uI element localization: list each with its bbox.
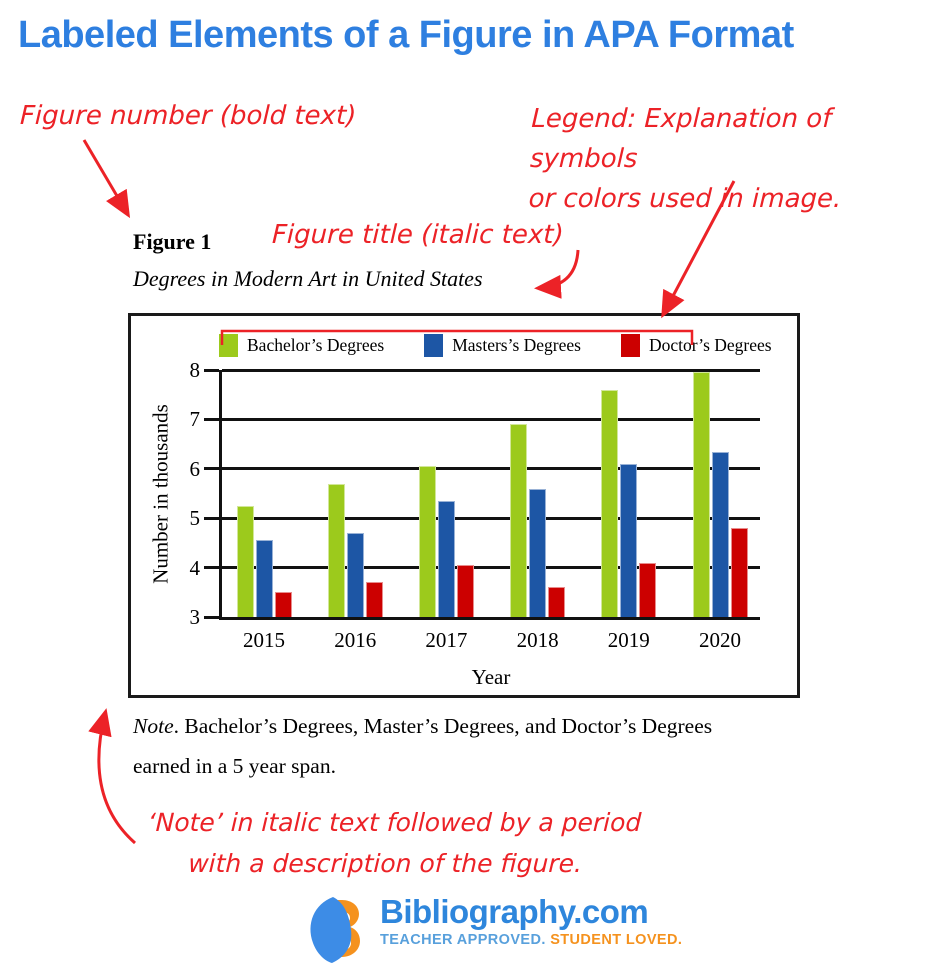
logo-wordmark: Bibliography.com [380, 893, 649, 930]
bar-group-2015 [237, 506, 292, 617]
figure-title: Degrees in Modern Art in United States [133, 266, 483, 291]
bar-group-2020 [693, 372, 748, 617]
x-tick-label-2018: 2018 [516, 628, 559, 652]
x-axis-title: Year [471, 665, 511, 689]
bar-2015-doctor-s-degrees [275, 592, 292, 617]
x-tick-label-2016: 2016 [334, 628, 377, 652]
logo-tagline: TEACHER APPROVED. STUDENT LOVED. [380, 932, 683, 948]
bar-2018-doctor-s-degrees [548, 587, 565, 617]
arrow-figure-title [540, 250, 578, 288]
note-rest: . Bachelor’s Degrees, Master’s Degrees, and Doctor’s Degrees [173, 714, 713, 738]
y-tick-5 [204, 517, 219, 520]
bar-2015-masters-s-degrees [256, 540, 273, 617]
arrow-note [99, 714, 135, 843]
annotation-note-line2: with a description of the figure. [187, 849, 583, 878]
gridline-8 [222, 369, 760, 372]
annotation-figure-title: Figure title (italic text) [271, 220, 565, 250]
y-tick-label-3: 3 [189, 605, 200, 629]
y-tick-label-5: 5 [189, 506, 200, 531]
x-tick-label-2017: 2017 [425, 628, 468, 652]
logo[interactable] [302, 894, 682, 964]
chart-plot-area [189, 358, 760, 629]
annotation-note-line1: ‘Note’ in italic text followed by a period [147, 808, 642, 837]
note-line2: earned in a 5 year span. [133, 754, 336, 778]
annotation-legend-line1: Legend: Explanation of symbols [529, 104, 832, 174]
gridline-4 [222, 566, 760, 569]
y-tick-6 [204, 467, 219, 470]
note-word: Note [133, 714, 174, 738]
bar-2016-doctor-s-degrees [366, 582, 383, 617]
y-axis-title: Number in thousands [148, 404, 173, 584]
logo-text [380, 894, 682, 948]
legend-label: Bachelor’s Degrees [247, 335, 385, 355]
y-tick-label-7: 7 [189, 407, 200, 432]
gridline-7 [222, 418, 760, 421]
legend-item [219, 334, 384, 357]
legend-swatch [219, 334, 238, 357]
legend-swatch [424, 334, 443, 357]
bar-2018-masters-s-degrees [529, 489, 546, 617]
x-axis-labels [131, 628, 797, 658]
bar-2020-bachelor-s-degrees [693, 372, 710, 617]
bar-2019-masters-s-degrees [620, 464, 637, 617]
bar-2016-bachelor-s-degrees [328, 484, 345, 617]
bar-2020-doctor-s-degrees [731, 528, 748, 617]
arrow-figure-number [84, 140, 127, 213]
bar-2019-doctor-s-degrees [639, 563, 656, 617]
bar-2017-masters-s-degrees [438, 501, 455, 617]
annotation-legend-line2: or colors used in image. [528, 184, 842, 214]
bar-2018-bachelor-s-degrees [510, 424, 527, 617]
figure-note [133, 706, 712, 786]
bar-group-2017 [419, 466, 474, 617]
annotation-note [146, 802, 642, 884]
annotation-legend [528, 99, 931, 219]
y-tick-7 [204, 418, 219, 421]
annotation-figure-number: Figure number (bold text) [19, 101, 357, 131]
y-tick-label-8: 8 [189, 358, 200, 382]
legend-item [424, 334, 581, 357]
bar-2019-bachelor-s-degrees [601, 390, 618, 617]
bibliography-b-icon [302, 894, 368, 964]
gridline-6 [222, 467, 760, 470]
page-title: Labeled Elements of a Figure in APA Format [18, 14, 794, 56]
y-tick-4 [204, 566, 219, 569]
bar-group-2016 [328, 484, 383, 617]
x-tick-label-2019: 2019 [607, 628, 650, 652]
bar-2016-masters-s-degrees [347, 533, 364, 617]
bar-group-2019 [601, 390, 656, 617]
bar-2015-bachelor-s-degrees [237, 506, 254, 617]
y-tick-3 [204, 616, 219, 619]
x-tick-label-2020: 2020 [699, 628, 741, 652]
legend-swatch [621, 334, 640, 357]
y-tick-label-4: 4 [189, 555, 200, 580]
y-tick-8 [204, 369, 219, 372]
gridline-5 [222, 517, 760, 520]
bar-2020-masters-s-degrees [712, 452, 729, 617]
legend-item [621, 334, 772, 357]
figure-box [128, 313, 800, 698]
bar-2017-doctor-s-degrees [457, 565, 474, 617]
legend-label: Masters’s Degrees [452, 335, 581, 355]
legend-label: Doctor’s Degrees [648, 335, 772, 355]
chart-legend [219, 334, 772, 357]
bar-2017-bachelor-s-degrees [419, 466, 436, 617]
y-tick-label-6: 6 [189, 456, 200, 481]
x-tick-label-2015: 2015 [243, 628, 285, 652]
figure-number: Figure 1 [133, 229, 212, 254]
bar-group-2018 [510, 424, 565, 617]
